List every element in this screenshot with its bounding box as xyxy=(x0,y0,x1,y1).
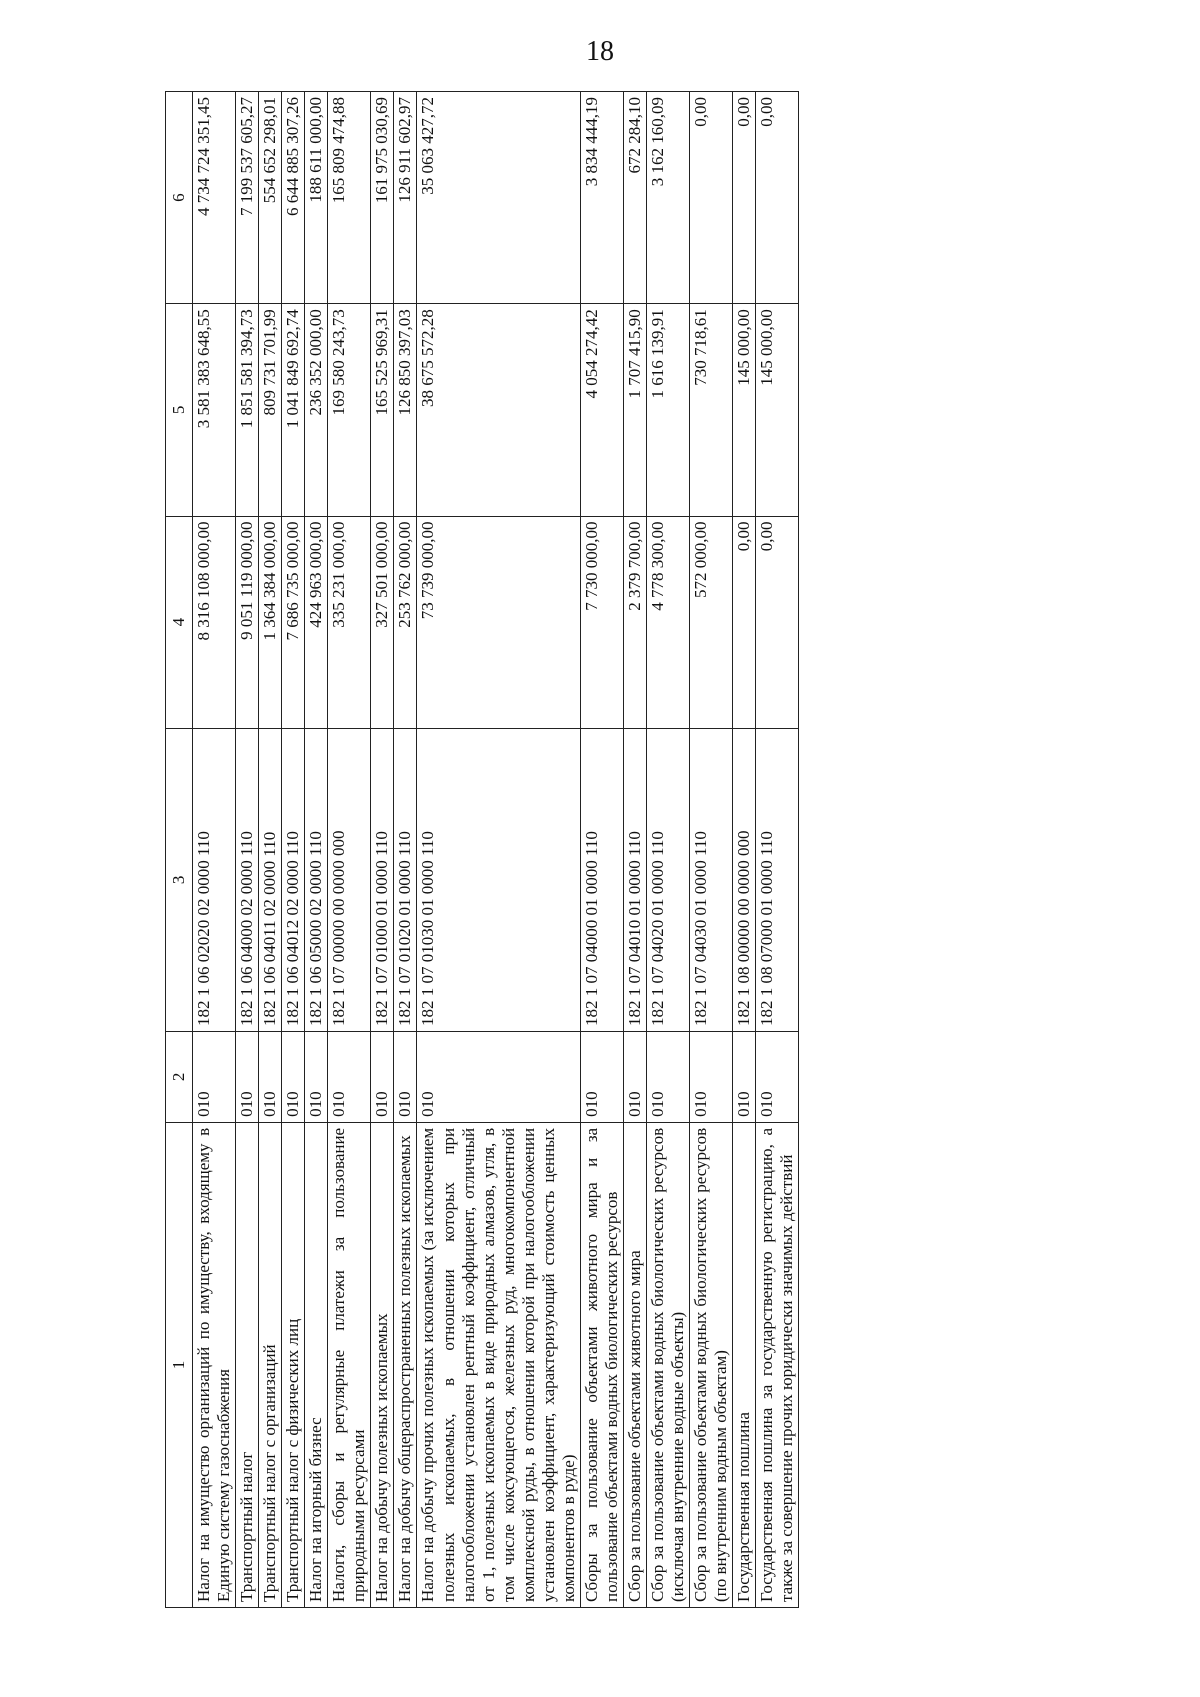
table-row xyxy=(733,92,756,1608)
table-cell: 0,00 xyxy=(733,92,756,304)
table-row xyxy=(259,92,282,1608)
table-cell: Транспортный налог с физических лиц xyxy=(282,1122,305,1607)
table-row xyxy=(417,92,580,1608)
column-header: 2 xyxy=(166,1031,193,1122)
table-cell: 1 707 415,90 xyxy=(623,304,646,516)
table-cell: 3 834 444,19 xyxy=(580,92,623,304)
table-cell: 188 611 000,00 xyxy=(305,92,328,304)
table-cell: 253 762 000,00 xyxy=(394,516,417,728)
table-cell: 4 734 724 351,45 xyxy=(193,92,236,304)
table-cell: Государственная пошлина за государственную регистрацию, а также за совершение прочих юридически значимых действий xyxy=(756,1122,799,1607)
table-cell: 6 644 885 307,26 xyxy=(282,92,305,304)
table-cell: 182 1 07 04020 01 0000 110 xyxy=(646,728,689,1031)
table-cell: 182 1 06 05000 02 0000 110 xyxy=(305,728,328,1031)
table-cell: 010 xyxy=(282,1031,305,1122)
table-cell: Сборы за пользование объектами животного мира и за пользование объектами водных биологических ресурсов xyxy=(580,1122,623,1607)
table-cell: 35 063 427,72 xyxy=(417,92,580,304)
table-cell: 010 xyxy=(646,1031,689,1122)
table-cell: 182 1 07 04000 01 0000 110 xyxy=(580,728,623,1031)
table-cell: 182 1 07 04030 01 0000 110 xyxy=(690,728,733,1031)
table-row xyxy=(193,92,236,1608)
table-cell: 010 xyxy=(580,1031,623,1122)
table-row xyxy=(282,92,305,1608)
table-cell: 165 809 474,88 xyxy=(328,92,371,304)
table-cell: Налоги, сборы и регулярные платежи за пользование природными ресурсами xyxy=(328,1122,371,1607)
table-cell: 7 686 735 000,00 xyxy=(282,516,305,728)
page-number: 18 xyxy=(586,36,614,67)
table-cell: 73 739 000,00 xyxy=(417,516,580,728)
table-cell: Транспортный налог xyxy=(236,1122,259,1607)
table-cell: 010 xyxy=(236,1031,259,1122)
table-cell: 182 1 07 04010 01 0000 110 xyxy=(623,728,646,1031)
table-cell: 730 718,61 xyxy=(690,304,733,516)
table-cell: 1 364 384 000,00 xyxy=(259,516,282,728)
table-cell: 809 731 701,99 xyxy=(259,304,282,516)
table-cell: 010 xyxy=(690,1031,733,1122)
revenue-table xyxy=(165,91,799,1608)
table-cell: 182 1 07 01000 01 0000 110 xyxy=(371,728,394,1031)
table-cell: 335 231 000,00 xyxy=(328,516,371,728)
table-cell: 165 525 969,31 xyxy=(371,304,394,516)
table-cell: 554 652 298,01 xyxy=(259,92,282,304)
rotated-table-container xyxy=(165,91,1165,1608)
table-cell: 010 xyxy=(259,1031,282,1122)
table-cell: 0,00 xyxy=(733,516,756,728)
table-row xyxy=(371,92,394,1608)
table-cell: 1 616 139,91 xyxy=(646,304,689,516)
table-cell: 0,00 xyxy=(756,516,799,728)
table-cell: 4 054 274,42 xyxy=(580,304,623,516)
table-cell: 010 xyxy=(371,1031,394,1122)
table-row xyxy=(756,92,799,1608)
table-cell: 0,00 xyxy=(690,92,733,304)
table-cell: 010 xyxy=(193,1031,236,1122)
table-cell: 010 xyxy=(394,1031,417,1122)
table-row xyxy=(690,92,733,1608)
table-cell: 161 975 030,69 xyxy=(371,92,394,304)
table-cell: 182 1 07 01020 01 0000 110 xyxy=(394,728,417,1031)
table-cell: 327 501 000,00 xyxy=(371,516,394,728)
table-row xyxy=(580,92,623,1608)
table-cell: Сбор за пользование объектами животного мира xyxy=(623,1122,646,1607)
table-cell: 2 379 700,00 xyxy=(623,516,646,728)
table-cell: 38 675 572,28 xyxy=(417,304,580,516)
table-cell: 0,00 xyxy=(756,92,799,304)
table-row xyxy=(623,92,646,1608)
table-cell: 4 778 300,00 xyxy=(646,516,689,728)
table-cell: 145 000,00 xyxy=(733,304,756,516)
table-cell: Налог на добычу прочих полезных ископаемых (за исключением полезных ископаемых, в отношении которых при налогообложении установлен рентный коэффициент, отличный от 1, полезных ископаемых в виде природных алмазов, угля, в том числе коксующегося, железных руд, многокомпонентной комплексной руды, в отношении которой при налогообложении установлен коэффициент, характеризующий стоимость ценных компонентов в руде) xyxy=(417,1122,580,1607)
table-cell: 8 316 108 000,00 xyxy=(193,516,236,728)
table-cell: 3 162 160,09 xyxy=(646,92,689,304)
table-cell: 010 xyxy=(756,1031,799,1122)
table-cell: 672 284,10 xyxy=(623,92,646,304)
table-row xyxy=(236,92,259,1608)
table-cell: Сбор за пользование объектами водных биологических ресурсов (исключая внутренние водные объекты) xyxy=(646,1122,689,1607)
table-cell: Сбор за пользование объектами водных биологических ресурсов (по внутренним водным объектам) xyxy=(690,1122,733,1607)
table-cell: 010 xyxy=(733,1031,756,1122)
table-cell: 182 1 07 00000 00 0000 000 xyxy=(328,728,371,1031)
table-row xyxy=(328,92,371,1608)
table-cell: 1 041 849 692,74 xyxy=(282,304,305,516)
table-row xyxy=(394,92,417,1608)
table-cell: 169 580 243,73 xyxy=(328,304,371,516)
table-cell: 9 051 119 000,00 xyxy=(236,516,259,728)
table-cell: Налог на добычу полезных ископаемых xyxy=(371,1122,394,1607)
table-cell: 572 000,00 xyxy=(690,516,733,728)
table-row xyxy=(646,92,689,1608)
table-cell: 3 581 383 648,55 xyxy=(193,304,236,516)
table-cell: Транспортный налог с организаций xyxy=(259,1122,282,1607)
table-cell: Налог на имущество организаций по имуществу, входящему в Единую систему газоснабжения xyxy=(193,1122,236,1607)
table-cell: 7 730 000,00 xyxy=(580,516,623,728)
table-cell: 126 850 397,03 xyxy=(394,304,417,516)
table-cell: 236 352 000,00 xyxy=(305,304,328,516)
table-cell: Налог на игорный бизнес xyxy=(305,1122,328,1607)
table-row xyxy=(305,92,328,1608)
table-cell: 010 xyxy=(328,1031,371,1122)
column-header: 4 xyxy=(166,516,193,728)
table-cell: 182 1 06 04000 02 0000 110 xyxy=(236,728,259,1031)
table-cell: 182 1 08 07000 01 0000 110 xyxy=(756,728,799,1031)
table-cell: 010 xyxy=(417,1031,580,1122)
table-cell: 182 1 08 00000 00 0000 000 xyxy=(733,728,756,1031)
table-cell: 126 911 602,97 xyxy=(394,92,417,304)
table-cell: 182 1 06 02020 02 0000 110 xyxy=(193,728,236,1031)
table-cell: Государственная пошлина xyxy=(733,1122,756,1607)
table-cell: 182 1 07 01030 01 0000 110 xyxy=(417,728,580,1031)
table-cell: 1 851 581 394,73 xyxy=(236,304,259,516)
table-cell: 010 xyxy=(305,1031,328,1122)
table-body xyxy=(193,92,799,1608)
table-cell: 010 xyxy=(623,1031,646,1122)
column-header: 5 xyxy=(166,304,193,516)
column-header: 3 xyxy=(166,728,193,1031)
table-cell: Налог на добычу общераспространенных полезных ископаемых xyxy=(394,1122,417,1607)
table-cell: 7 199 537 605,27 xyxy=(236,92,259,304)
table-cell: 145 000,00 xyxy=(756,304,799,516)
table-cell: 424 963 000,00 xyxy=(305,516,328,728)
table-cell: 182 1 06 04012 02 0000 110 xyxy=(282,728,305,1031)
column-header: 6 xyxy=(166,92,193,304)
table-header-row xyxy=(166,92,193,1608)
column-header: 1 xyxy=(166,1122,193,1607)
table-cell: 182 1 06 04011 02 0000 110 xyxy=(259,728,282,1031)
